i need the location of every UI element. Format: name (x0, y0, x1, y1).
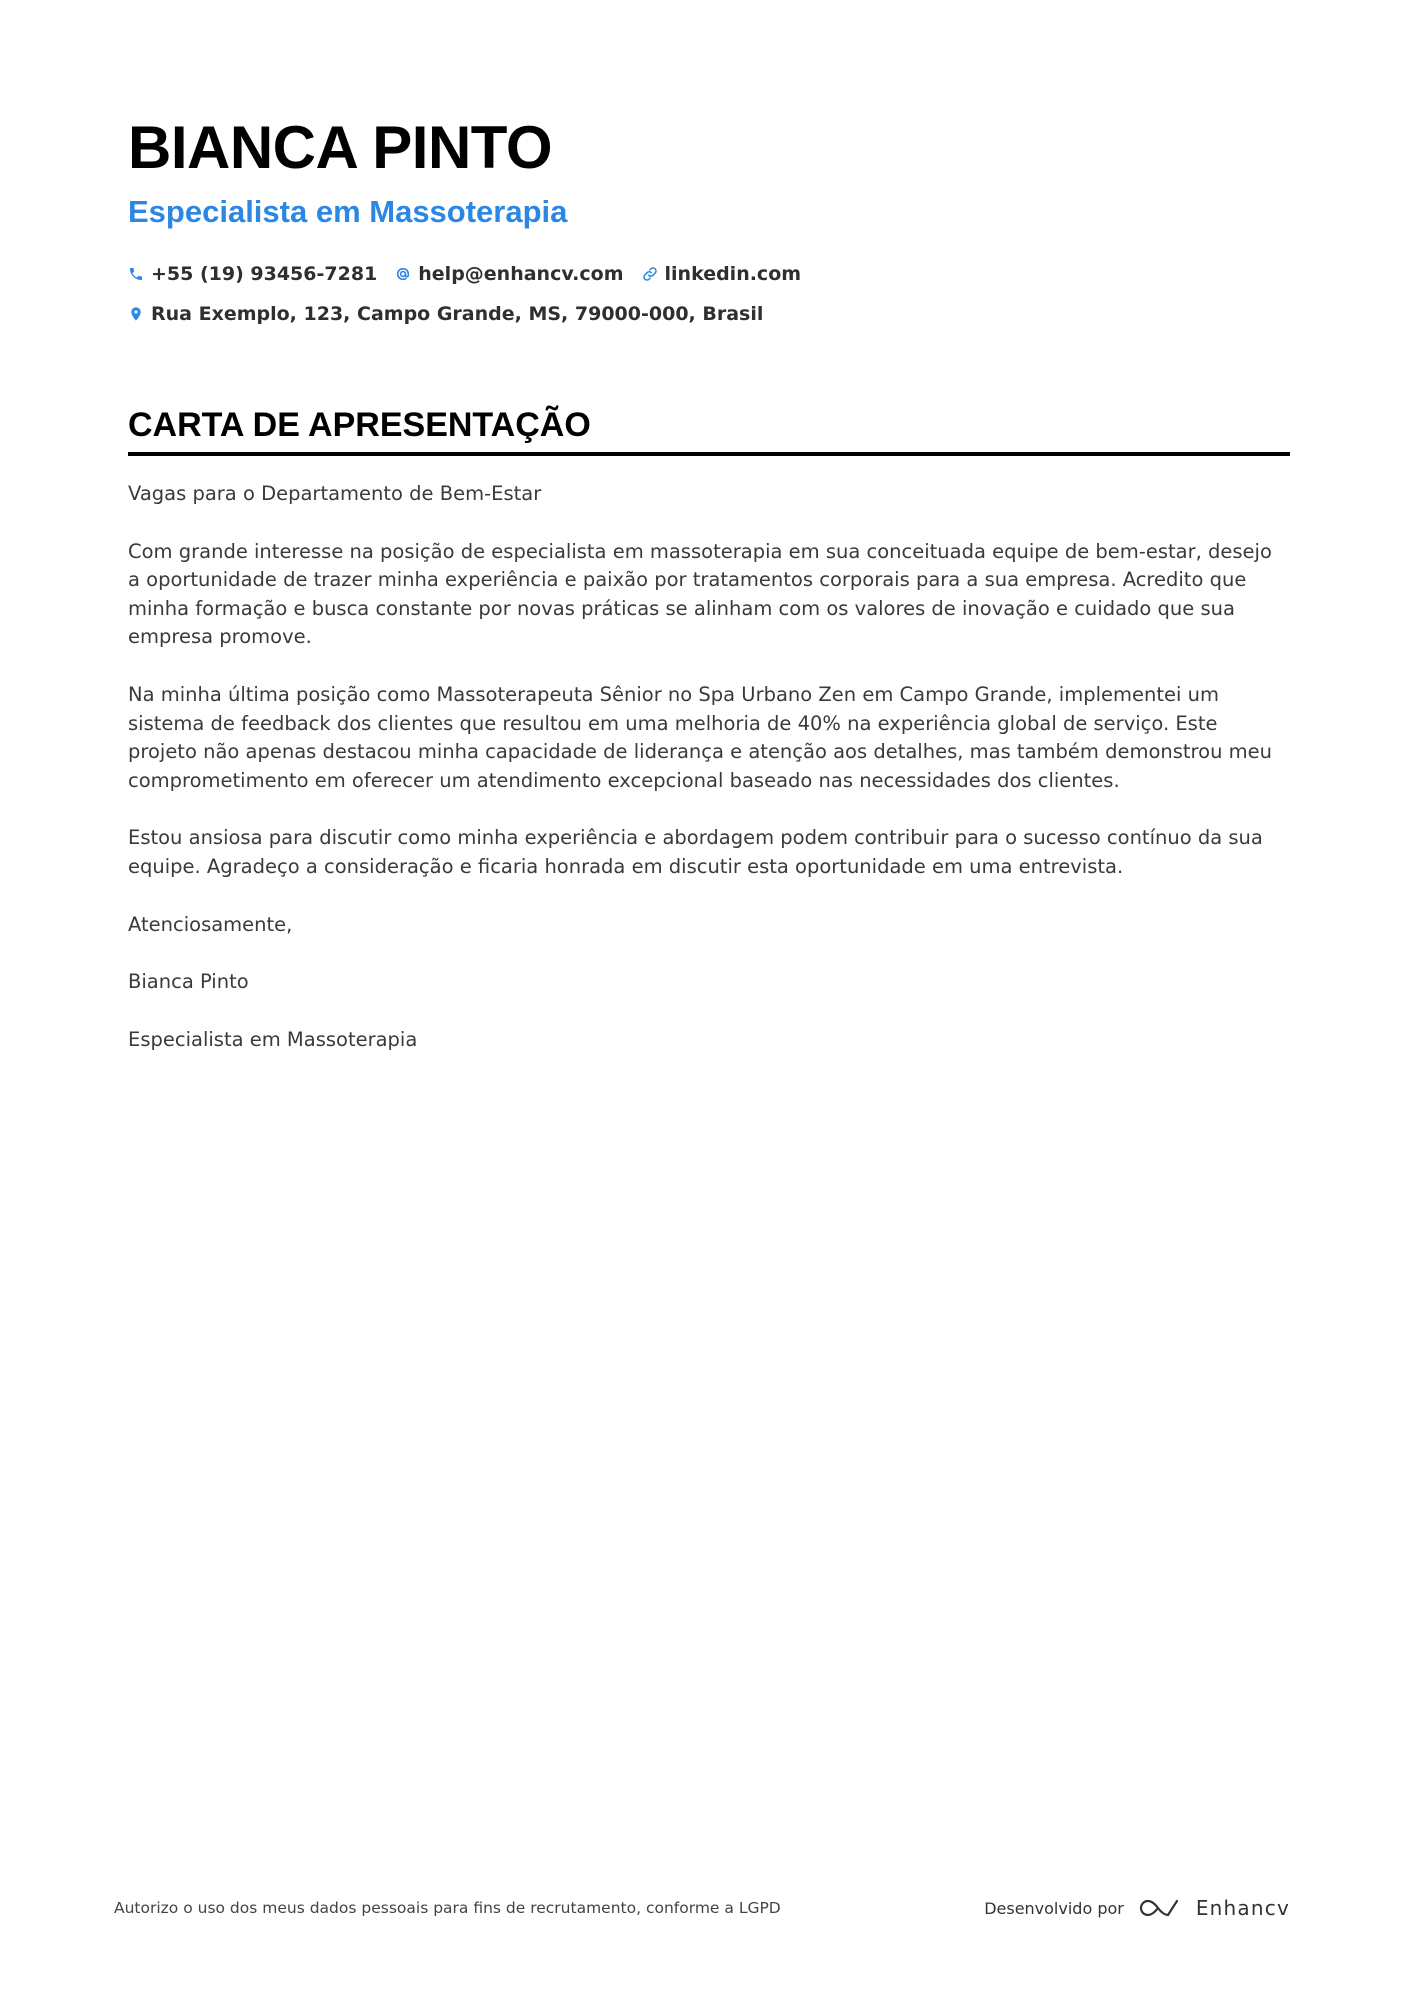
cover-letter-section (128, 400, 1290, 1083)
powered-by-label: Desenvolvido por (984, 1898, 1124, 1918)
linkedin-contact[interactable] (642, 263, 802, 285)
letter-body (128, 480, 1290, 1054)
contact-row-address (128, 294, 1288, 334)
linkedin-text[interactable]: linkedin.com (664, 263, 802, 285)
contact-row-primary (128, 254, 1288, 294)
footer (114, 1888, 1290, 1928)
address-contact (128, 303, 763, 325)
section-title: CARTA DE APRESENTAÇÃO (128, 400, 1290, 456)
header (128, 108, 1288, 334)
phone-contact (128, 263, 377, 285)
at-icon (395, 266, 411, 282)
candidate-name: BIANCA PINTO (128, 114, 553, 181)
email-text[interactable]: help@enhancv.com (418, 263, 624, 285)
lgpd-consent: Autorizo o uso dos meus dados pessoais para fins de recrutamento, conforme a LGPD (114, 1899, 781, 1917)
link-icon (642, 266, 658, 282)
letter-paragraph-2: Na minha última posição como Massoterapeuta Sênior no Spa Urbano Zen em Campo Grande, implementei um sistema de feedback dos clientes que resultou em uma melhoria de 40% na experiência global de serviço. Este projeto não apenas destacou minha capacidade de liderança e atenção aos detalhes, mas também demonstrou meu comprometimento em oferecer um atendimento excepcional baseado nas necessidades dos clientes. (128, 682, 1272, 792)
candidate-title: Especialista em Massoterapia (128, 194, 568, 229)
enhancv-logo-icon (1136, 1895, 1184, 1921)
contact-info (128, 254, 1288, 334)
location-pin-icon (128, 306, 144, 322)
signature-title: Especialista em Massoterapia (128, 1027, 418, 1051)
letter-recipient: Vagas para o Departamento de Bem-Estar (128, 482, 542, 505)
enhancv-brand-name: Enhancv (1195, 1896, 1290, 1920)
powered-by[interactable] (984, 1895, 1290, 1921)
address-text: Rua Exemplo, 123, Campo Grande, MS, 79000-000, Brasil (151, 303, 764, 325)
letter-paragraph-3: Estou ansiosa para discutir como minha experiência e abordagem podem contribuir para o sucesso contínuo da sua equipe. Agradeço a consideração e ficaria honrada em discutir esta oportunidade em uma entrevista. (128, 826, 1263, 878)
phone-icon (128, 266, 144, 282)
phone-text: +55 (19) 93456-7281 (151, 263, 378, 285)
letter-paragraph-1: Com grande interesse na posição de especialista em massoterapia em sua conceituada equipe de bem-estar, desejo a oportunidade de trazer minha experiência e paixão por tratamentos corporais para a sua empresa. Acredito que minha formação e busca constante por novas práticas se alinham com os valores de inovação e cuidado que sua empresa promove. (128, 539, 1272, 649)
email-contact[interactable] (395, 263, 623, 285)
signature-name: Bianca Pinto (128, 970, 249, 994)
letter-closing: Atenciosamente, (128, 912, 293, 936)
